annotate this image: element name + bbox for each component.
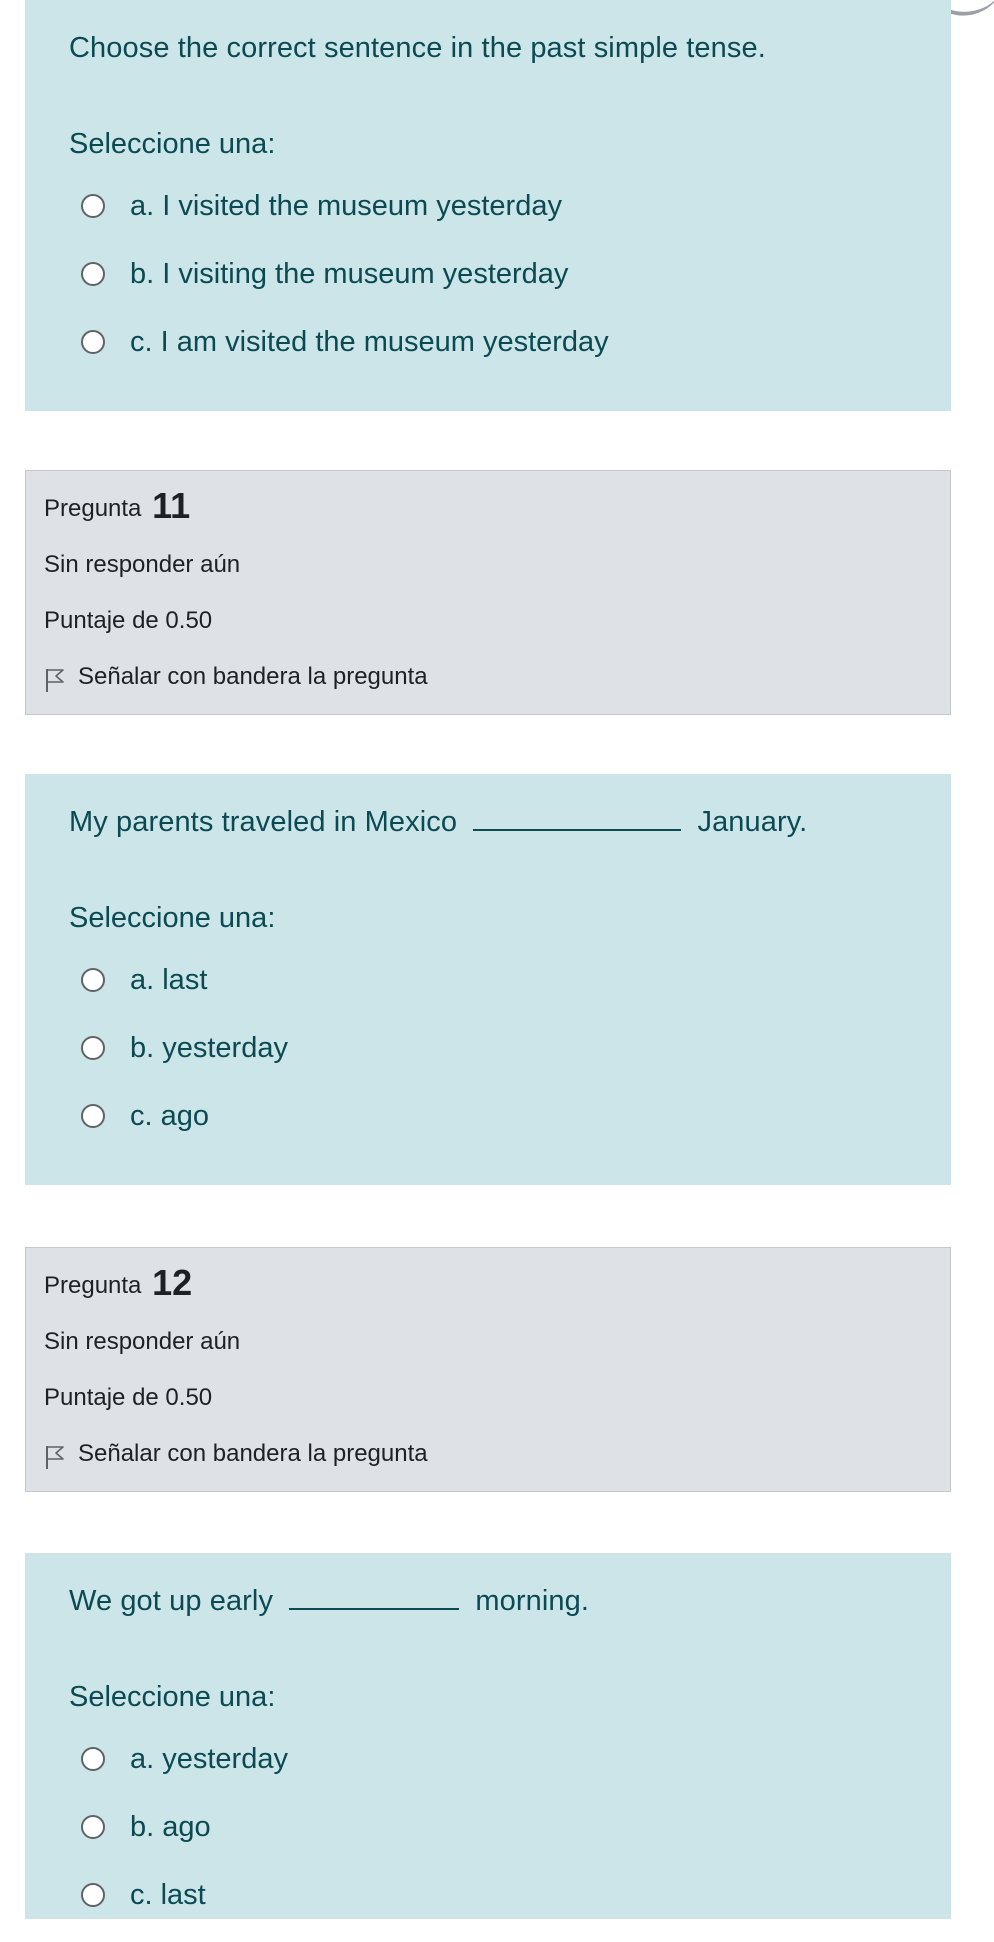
question-12-answers <box>81 1738 288 1942</box>
radio-unchecked-icon[interactable] <box>81 330 105 354</box>
question-11-grade: Puntaje de 0.50 <box>44 607 213 634</box>
answer-blank <box>473 829 681 831</box>
question-12-option-c[interactable] <box>81 1874 288 1942</box>
radio-unchecked-icon[interactable] <box>81 194 105 218</box>
radio-unchecked-icon[interactable] <box>81 1815 105 1839</box>
question-number: 12 <box>152 1262 193 1303</box>
question-11-state: Sin responder aún <box>44 551 241 578</box>
question-12-flag-toggle[interactable] <box>44 1438 428 1470</box>
question-12-option-a[interactable] <box>81 1738 288 1806</box>
flag-outline-icon[interactable] <box>44 1444 66 1470</box>
question-text-after: morning. <box>475 1585 590 1617</box>
question-11-option-c[interactable] <box>81 1095 288 1163</box>
question-12-prompt: Seleccione una: <box>69 1681 276 1713</box>
question-10-content <box>25 0 951 411</box>
question-11-prompt: Seleccione una: <box>69 902 276 934</box>
option-label: c. I am visited the museum yesterday <box>130 325 609 358</box>
question-10-answers <box>81 185 609 389</box>
flag-label: Señalar con bandera la pregunta <box>78 663 428 690</box>
radio-unchecked-icon[interactable] <box>81 968 105 992</box>
question-10-option-b[interactable] <box>81 253 609 321</box>
option-label: b. I visiting the museum yesterday <box>130 257 569 290</box>
question-12-text <box>69 1585 589 1618</box>
flag-outline-icon[interactable] <box>44 667 66 693</box>
question-12-content <box>25 1553 951 1919</box>
question-10-prompt: Seleccione una: <box>69 128 276 160</box>
question-number: 11 <box>152 485 191 526</box>
radio-unchecked-icon[interactable] <box>81 1747 105 1771</box>
question-11-flag-toggle[interactable] <box>44 661 428 693</box>
question-12-info <box>25 1247 951 1492</box>
option-label: c. last <box>130 1878 206 1911</box>
answer-blank <box>289 1608 459 1610</box>
radio-unchecked-icon[interactable] <box>81 1036 105 1060</box>
question-label: Pregunta <box>44 1272 142 1299</box>
question-12-state: Sin responder aún <box>44 1328 241 1355</box>
option-label: a. yesterday <box>130 1742 288 1775</box>
question-10-option-c[interactable] <box>81 321 609 389</box>
question-10-text: Choose the correct sentence in the past simple tense. <box>69 32 766 64</box>
question-11-option-a[interactable] <box>81 959 288 1027</box>
question-label: Pregunta <box>44 495 142 522</box>
option-label: a. last <box>130 963 208 996</box>
radio-unchecked-icon[interactable] <box>81 1104 105 1128</box>
question-11-number <box>44 485 190 527</box>
question-12-grade: Puntaje de 0.50 <box>44 1384 213 1411</box>
flag-label: Señalar con bandera la pregunta <box>78 1440 428 1467</box>
question-11-text <box>69 806 807 839</box>
question-text-before: We got up early <box>69 1585 274 1617</box>
question-11-option-b[interactable] <box>81 1027 288 1095</box>
question-11-info <box>25 470 951 715</box>
question-text-after: January. <box>697 806 808 838</box>
question-11-answers <box>81 959 288 1163</box>
question-10-option-a[interactable] <box>81 185 609 253</box>
question-text-before: My parents traveled in Mexico <box>69 806 458 838</box>
question-12-number <box>44 1262 192 1304</box>
option-label: b. ago <box>130 1810 211 1843</box>
option-label: c. ago <box>130 1099 209 1132</box>
option-label: b. yesterday <box>130 1031 288 1064</box>
option-label: a. I visited the museum yesterday <box>130 189 562 222</box>
radio-unchecked-icon[interactable] <box>81 1883 105 1907</box>
radio-unchecked-icon[interactable] <box>81 262 105 286</box>
question-11-content <box>25 774 951 1185</box>
question-12-option-b[interactable] <box>81 1806 288 1874</box>
